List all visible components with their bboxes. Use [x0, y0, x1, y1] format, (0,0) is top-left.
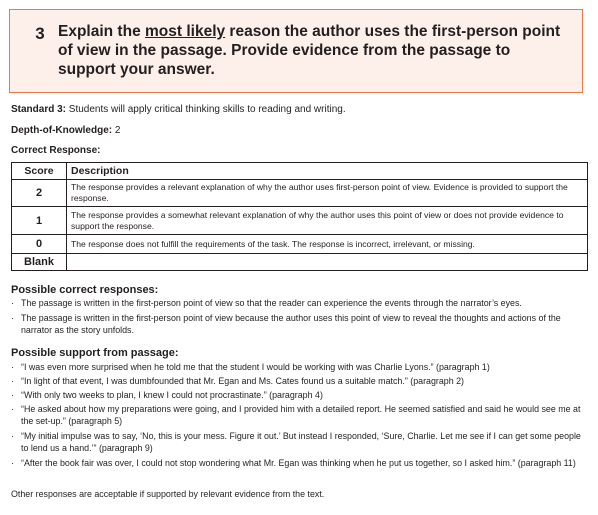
rubric-table: [11, 162, 588, 271]
list-item: · The passage is written in the first-person point of view because the author uses this point of view to reveal the thoughts and actions of the narrator as the story unfolds.: [11, 313, 561, 335]
list-item: · “With only two weeks to plan, I knew I could not procrastinate.” (paragraph 4): [11, 390, 323, 400]
question-text-emphasis: most likely: [145, 23, 226, 40]
rubric-score: 0: [12, 235, 67, 254]
list-item: · “He asked about how my preparations were going, and I provided him with a detailed report. He seemed satisfied and said he would see me at the set-up.” (paragraph 5): [11, 404, 581, 426]
list-item: · “I was even more surprised when he told me that the student I would be working with was Charlie Lyons.” (paragraph 1): [11, 362, 490, 372]
list-item: · “My initial impulse was to say, ‘No, this is your mess. Figure it out.’ But instead I responded, ‘Sure, Charlie. Let me see if I can get some people to lend us a hand.’” (paragraph 9): [11, 431, 581, 453]
correct-response-label: Correct Response:: [11, 145, 101, 156]
dok-line: [11, 124, 120, 137]
bullet-icon: ·: [11, 362, 14, 372]
possible-correct-heading: Possible correct responses:: [11, 284, 159, 296]
standard-text: Students will apply critical thinking skills to reading and writing.: [66, 104, 346, 115]
bullet-icon: ·: [11, 404, 14, 414]
bullet-icon: ·: [11, 313, 14, 323]
rubric-row: [12, 235, 588, 254]
rubric-row: [12, 254, 588, 271]
rubric-header-row: [12, 163, 588, 180]
question-text-end: reason the author uses the first-person point of view in the passage. Provide evidence from the passage to support your answer.: [58, 23, 561, 78]
dok-value: 2: [112, 125, 121, 136]
question-box: [9, 9, 583, 93]
bullet-icon: ·: [11, 390, 14, 400]
bullet-icon: ·: [11, 376, 14, 386]
question-text: [58, 22, 568, 79]
rubric-row: [12, 207, 588, 235]
question-text-start: Explain the: [58, 23, 145, 40]
rubric-score: 2: [12, 180, 67, 207]
rubric-score: 1: [12, 207, 67, 235]
rubric-description: The response does not fulfill the requirements of the task. The response is incorrect, irrelevant, or missing.: [67, 235, 588, 254]
rubric-description: The response provides a somewhat relevant explanation of why the author uses this point of view or does not provide evidence to support the response.: [67, 207, 588, 235]
list-item: · “In light of that event, I was dumbfounded that Mr. Egan and Ms. Cates found us a suitable match.” (paragraph 2): [11, 376, 465, 386]
question-number: 3: [35, 24, 45, 43]
description-header: Description: [67, 163, 588, 180]
rubric-row: [12, 180, 588, 207]
list-item: · “After the book fair was over, I could not stop wondering what Mr. Egan was thinking when he put us together, so I asked him.” (paragraph 11): [11, 458, 576, 468]
bullet-icon: ·: [11, 458, 14, 468]
bullet-icon: ·: [11, 431, 14, 441]
standard-label: Standard 3:: [11, 104, 67, 115]
standard-line: [11, 103, 346, 116]
dok-label: Depth-of-Knowledge:: [11, 125, 113, 136]
score-header: Score: [12, 163, 67, 180]
bullet-icon: ·: [11, 298, 14, 308]
rubric-description: [67, 254, 588, 271]
list-item: · The passage is written in the first-person point of view so that the reader can experience the events through the narrator’s eyes.: [11, 298, 522, 308]
rubric-score: Blank: [12, 254, 67, 271]
footer-note: Other responses are acceptable if supported by relevant evidence from the text.: [11, 489, 325, 499]
possible-support-heading: Possible support from passage:: [11, 347, 179, 359]
rubric-description: The response provides a relevant explanation of why the author uses first-person point of view. Evidence is provided to support the response.: [67, 180, 588, 207]
